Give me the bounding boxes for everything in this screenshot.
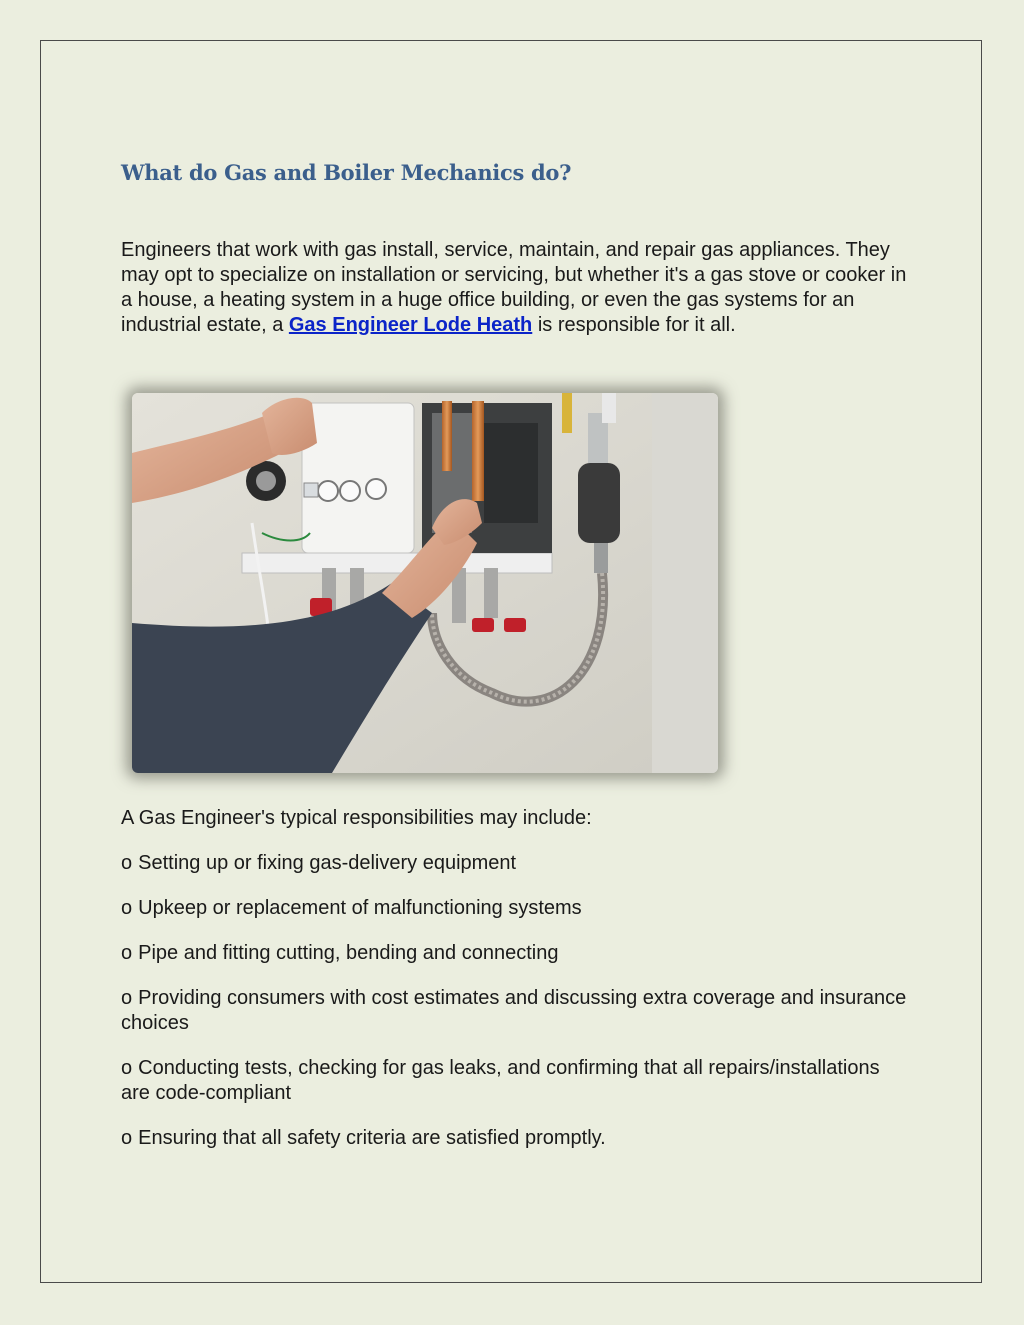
responsibilities-intro: A Gas Engineer's typical responsibilities may include: [121, 807, 592, 829]
list-item [121, 896, 911, 921]
list-item [121, 941, 911, 966]
page-title: What do Gas and Boiler Mechanics do? [121, 160, 572, 185]
list-item-text: Pipe and fitting cutting, bending and connecting [138, 942, 559, 964]
list-item-text: Providing consumers with cost estimates and discussing extra coverage and insurance choices [121, 987, 907, 1034]
bullet-marker: o [121, 942, 133, 964]
bullet-marker: o [121, 897, 133, 919]
list-item-text: Conducting tests, checking for gas leaks, and confirming that all repairs/installations are code-compliant [121, 1057, 880, 1104]
bullet-marker: o [121, 1127, 133, 1149]
list-item-text: Setting up or fixing gas-delivery equipment [138, 852, 517, 874]
list-item [121, 1126, 911, 1151]
bullet-marker: o [121, 987, 133, 1009]
boiler-photo [132, 393, 718, 773]
intro-text-start: Engineers that work with gas install, service, maintain, and repair gas appliances. They may opt to specialize on installation or servicing, but whether it's a gas stove or cooker in a house, a heating system in a huge office building, or even the gas systems for an industrial estate, a [121, 239, 907, 336]
intro-paragraph [121, 238, 921, 338]
list-item [121, 1056, 911, 1106]
list-item [121, 986, 911, 1036]
intro-text-end: is responsible for it all. [532, 314, 736, 336]
list-item [121, 851, 911, 876]
bullet-marker: o [121, 1057, 133, 1079]
list-item-text: Ensuring that all safety criteria are satisfied promptly. [138, 1127, 606, 1149]
gas-engineer-link[interactable]: Gas Engineer Lode Heath [288, 314, 533, 336]
bullet-marker: o [121, 852, 133, 874]
list-item-text: Upkeep or replacement of malfunctioning systems [138, 897, 582, 919]
responsibilities-list [121, 851, 911, 1171]
